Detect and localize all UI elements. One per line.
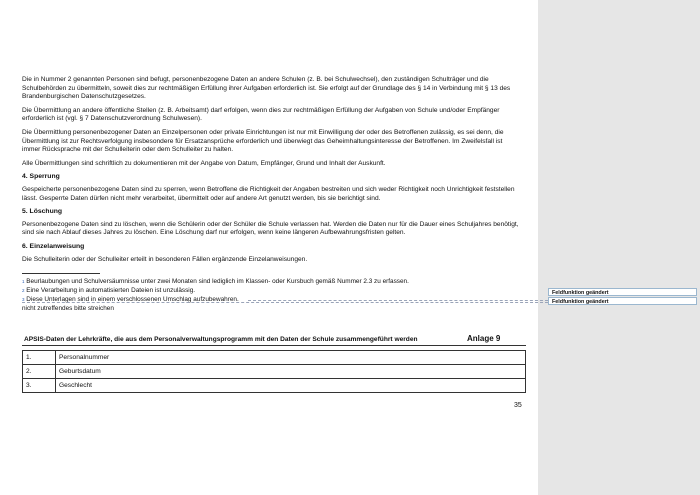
page-number: 35 (514, 402, 522, 409)
paragraph: Die Übermittlung personenbezogener Daten an Einzelpersonen oder private Einrichtungen ist nur mit Einwilligung der oder des Betroffenen zulässig, es sei denn, die Übermittlung ist zur Rechtsverfolgung insbesondere für Ersatzansprüche erforderlich und überwiegt das Geheimhaltungsinteresse der Betroffenen. Im Zweifelsfall ist immer Rücksprache mit der Schulleiterin oder dem Schulleiter zu halten. (22, 128, 504, 154)
annex-label: Anlage 9 (467, 334, 501, 343)
annex-header (22, 331, 526, 346)
revision-comment[interactable]: Feldfunktion geändert (548, 288, 697, 296)
body-text (22, 76, 522, 269)
row-field: Geburtsdatum (56, 365, 526, 379)
section-text-sperrung: Gespeicherte personenbezogene Daten sind zu sperren, wenn Betroffene die Richtigkeit der Angaben bestreiten und sich weder Richtigkeit noch Unrichtigkeit feststellen lässt. Gesperrte Daten dürfen nicht mehr verarbeitet, übermittelt oder auf andere Art genutzt werden, bis sie berichtigt sind. (22, 185, 515, 202)
table-row (23, 351, 526, 365)
footnote (22, 305, 114, 313)
row-number: 2. (23, 365, 56, 379)
comment-margin (538, 0, 700, 495)
footnote-separator (22, 273, 100, 274)
footnote-mark[interactable]: 1 (22, 279, 25, 284)
annex-table (22, 350, 526, 393)
row-number: 1. (23, 351, 56, 365)
footnote-text: Diese Unterlagen sind in einem verschlossenen Umschlag aufzubewahren. (24, 296, 239, 303)
footnote-text: Beurlaubungen und Schulversäumnisse unter zwei Monaten sind lediglich im Klassen- oder Kursbuch gemäß Nummer 2.3 zu erfassen. (24, 278, 409, 285)
footnote-mark[interactable]: 2 (22, 288, 25, 293)
comment-connector (248, 300, 548, 301)
table-row (23, 365, 526, 379)
paragraph: Die Übermittlung an andere öffentliche Stellen (z. B. Arbeitsamt) darf erfolgen, wenn dies zur rechtmäßigen Erfüllung der Aufgaben von Schule und/oder Empfänger erforderlich ist (vgl. § 7 Datenschutzverordnung Schulwesen). (22, 106, 500, 123)
row-number: 3. (23, 379, 56, 393)
footnote-text: nicht zutreffendes bitte streichen (22, 305, 114, 312)
annex-block (22, 331, 526, 346)
annex-title: APSIS-Daten der Lehrkräfte, die aus dem Personalverwaltungsprogramm mit den Daten der Schule zusammengeführt werden (24, 336, 418, 343)
section-heading-sperrung: 4. Sperrung (22, 173, 60, 181)
footnote (22, 287, 195, 295)
comment-connector (22, 302, 548, 303)
row-field: Geschlecht (56, 379, 526, 393)
footnote (22, 278, 409, 286)
revision-comment[interactable]: Feldfunktion geändert (548, 297, 697, 305)
footnote-mark[interactable]: 3 (22, 297, 25, 302)
section-text-einzelanweisung: Die Schulleiterin oder der Schulleiter erteilt in besonderen Fällen ergänzende Einzelanweisungen. (22, 255, 308, 263)
paragraph: Die in Nummer 2 genannten Personen sind befugt, personenbezogene Daten an andere Schulen (z. B. bei Schulwechsel), den zuständigen Schulträger und die Schulbehörden zu übermitteln, soweit dies zur rechtmäßigen Erfüllung ihrer Aufgaben erforderlich ist. Sie erfolgt auf der Grundlage des § 14 in Verbindung mit § 13 des Brandenburgischen Datenschutzgesetzes. (22, 76, 511, 101)
paragraph: Alle Übermittlungen sind schriftlich zu dokumentieren mit der Angabe von Datum, Empfänger, Grund und Inhalt der Auskunft. (22, 159, 386, 167)
section-text-loeschung: Personenbezogene Daten sind zu löschen, wenn die Schülerin oder der Schüler die Schule verlassen hat. Werden die Daten nur für die Dauer eines Schuljahres benötigt, sind sie nach Ablauf dieses Jahres zu löschen. Eine Löschung darf nur erfolgen, wenn keine längeren Aufbewahrungsfristen gelten. (22, 220, 519, 237)
footnote-text: Eine Verarbeitung in automatisierten Dateien ist unzulässig. (24, 287, 196, 294)
row-field: Personalnummer (56, 351, 526, 365)
section-heading-einzelanweisung: 6. Einzelanweisung (22, 242, 85, 250)
section-heading-loeschung: 5. Löschung (22, 208, 63, 216)
table-row (23, 379, 526, 393)
